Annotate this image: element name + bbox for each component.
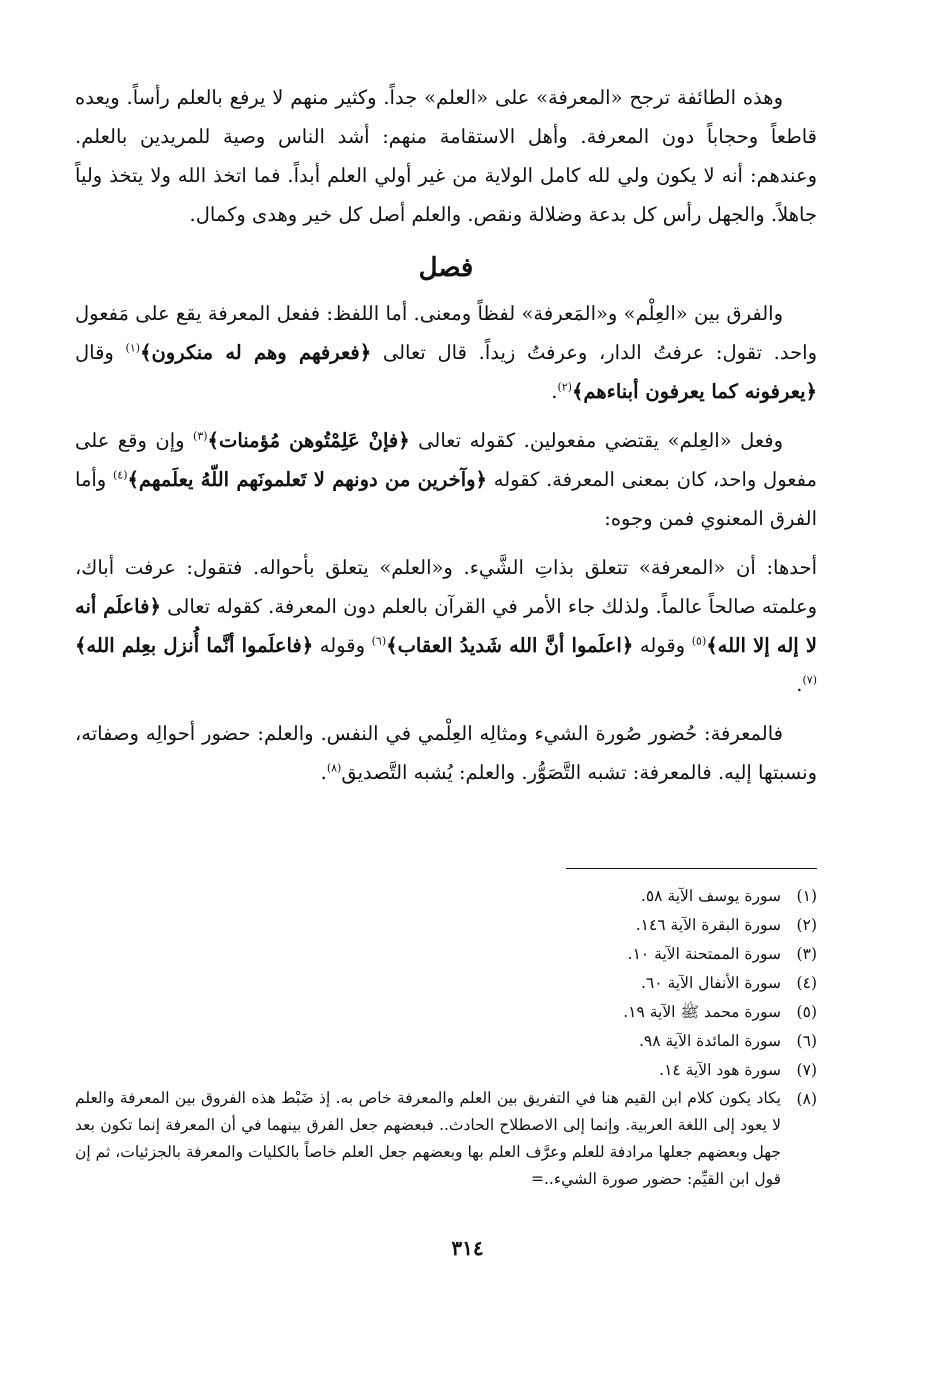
footnote-item bbox=[75, 1027, 817, 1056]
footnote-item bbox=[75, 969, 817, 998]
footnote-number: (٢) bbox=[796, 916, 817, 934]
footnote-number: (٤) bbox=[796, 974, 817, 992]
footnote-ref[interactable]: (٦) bbox=[371, 634, 387, 648]
footnote-number: (٨) bbox=[796, 1090, 817, 1108]
quran-quote: ﴿فعرفهم وهم له منكرون﴾ bbox=[140, 341, 372, 364]
footnote-text: سورة الأنفال الآية ٦٠. bbox=[640, 974, 781, 992]
quran-quote: ﴿فإنْ عَلِمْتُوهن مُؤمنات﴾ bbox=[207, 429, 410, 452]
page-number: ٣١٤ bbox=[451, 1236, 484, 1260]
main-text bbox=[75, 78, 817, 796]
quran-quote: ﴿وآخرين من دونهم لا تَعلمونَهم اللّهُ يعلَمهم﴾ bbox=[127, 468, 487, 491]
footnotes bbox=[75, 882, 817, 1193]
footnote-text: سورة هود الآية ١٤. bbox=[659, 1061, 781, 1079]
footnote-divider bbox=[566, 868, 817, 869]
footnote-item bbox=[75, 1056, 817, 1085]
footnote-text: سورة محمد ﷺ الآية ١٩. bbox=[623, 1003, 781, 1021]
footnote-item bbox=[75, 882, 817, 911]
footnote-item bbox=[75, 1085, 817, 1193]
footnote-text: يكاد يكون كلام ابن القيم هنا في التفريق بين العلم والمعرفة خاص به. إذ ضَبْط هذه الفروق بين المعرفة والعلم لا يعود إلى اللغة العربية. وإنما إلى الاصطلاح الحادث.. فبعضهم جعل الفرق بينهما في أن المعرفة إنما تكون بعد جهل وبعضهم جعلها مرادفة للعلم وعرَّف العلم بها وبعضهم جعل العلم خاصاً بالكليات والمعرفة بالجزئيات، ثم إن قول ابن القيِّم: حضور صورة الشيء..= bbox=[75, 1089, 781, 1188]
paragraph-3: وفعل «العِلم» يقتضي مفعولين. كقوله تعالى ﴿فإنْ عَلِمْتُوهن مُؤمنات﴾$^{(٣)}$ وإن وقع على مفعول واحد، كان بمعنى المعرفة. كقوله ﴿وآخرين من دونهم لا تَعلمونَهم اللّهُ يعلَمهم﴾$^{(٤)}$ وأما الفرق المعنوي فمن وجوه: bbox=[75, 429, 817, 530]
footnote-text: سورة الممتحنة الآية ١٠. bbox=[627, 945, 781, 963]
footnote-item bbox=[75, 911, 817, 940]
paragraph-2: والفرق بين «العِلْم» و«المَعرفة» لفظاً ومعنى. أما اللفظ: ففعل المعرفة يقع على مَفعول واحد. تقول: عرفتُ الدار، وعرفتُ زيداً. قال تعالى ﴿فعرفهم وهم له منكرون﴾$^{(١)}$ وقال ﴿يعرفونه كما يعرفون أبناءهم﴾$^{(٢)}$. bbox=[75, 302, 818, 403]
footnote-text: سورة المائدة الآية ٩٨. bbox=[638, 1032, 781, 1050]
paragraph-5: فالمعرفة: حُضور صُورة الشيء ومثالِه العِلْمي في النفس. والعلم: حضور أحوالِه وصفاته، ونسبتها إليه. فالمعرفة: تشبه التَّصَوُّر. والعلم: يُشبه التَّصديق$^{(٨)}$. bbox=[75, 722, 817, 784]
footnote-ref[interactable]: (٥) bbox=[691, 634, 707, 648]
quran-quote: ﴿اعلَموا أنَّ الله شَديدُ العقاب﴾ bbox=[386, 634, 634, 657]
footnote-ref[interactable]: (٤) bbox=[112, 468, 128, 482]
paragraph-1-text: وهذه الطائفة ترجح «المعرفة» على «العلم» جداً. وكثير منهم لا يرفع بالعلم رأساً. ويعده قاطعاً وحجاباً دون المعرفة. وأهل الاستقامة منهم: أشد الناس وصية للمريدين بالعلم. وعندهم: أنه لا يكون ولي لله كامل الولاية من غير أولي العلم أبداً. فما اتخذ الله ولا يتخذ ولياً جاهلاً. والجهل رأس كل بدعة وضلالة ونقص. والعلم أصل كل خير وهدى وكمال. bbox=[75, 86, 817, 226]
footnote-text: سورة يوسف الآية ٥٨. bbox=[640, 887, 781, 905]
paragraph-1 bbox=[75, 78, 817, 234]
quran-quote: ﴿فاعلَم أنه لا إله إلا الله﴾ bbox=[75, 595, 818, 657]
quran-quote: ﴿يعرفونه كما يعرفون أبناءهم﴾ bbox=[572, 380, 817, 403]
footnote-text: سورة البقرة الآية ١٤٦. bbox=[635, 916, 781, 934]
section-heading: فصل bbox=[418, 253, 474, 283]
footnote-ref[interactable]: (٨) bbox=[326, 761, 342, 775]
footnote-item bbox=[75, 940, 817, 969]
footnote-number: (١) bbox=[796, 887, 817, 905]
footnote-ref[interactable]: (٣) bbox=[193, 429, 208, 443]
quran-quote: ﴿فاعلَموا أنَّما أُنزل بعِلم الله﴾ bbox=[75, 634, 314, 657]
paragraph-4: أحدها: أن «المعرفة» تتعلق بذاتِ الشَّيء. و«العلم» يتعلق بأحواله. فتقول: عرفت أباك، وعلمته صالحاً عالماً. ولذلك جاء الأمر في القرآن بالعلم دون المعرفة. كقوله تعالى ﴿فاعلَم أنه لا إله إلا الله﴾$^{(٥)}$ وقوله ﴿اعلَموا أنَّ الله شَديدُ العقاب﴾$^{(٦)}$ وقوله ﴿فاعلَموا أنَّما أُنزل بعِلم الله﴾$^{(٧)}$. bbox=[75, 556, 818, 696]
footnote-number: (٧) bbox=[796, 1061, 817, 1079]
footnote-ref[interactable]: (٧) bbox=[802, 673, 817, 687]
footnote-ref[interactable]: (٢) bbox=[557, 380, 572, 394]
footnote-ref[interactable]: (١) bbox=[125, 341, 141, 355]
footnote-number: (٦) bbox=[796, 1032, 817, 1050]
footnote-number: (٣) bbox=[796, 945, 817, 963]
footnote-number: (٥) bbox=[796, 1003, 817, 1021]
footnote-item bbox=[75, 998, 817, 1027]
